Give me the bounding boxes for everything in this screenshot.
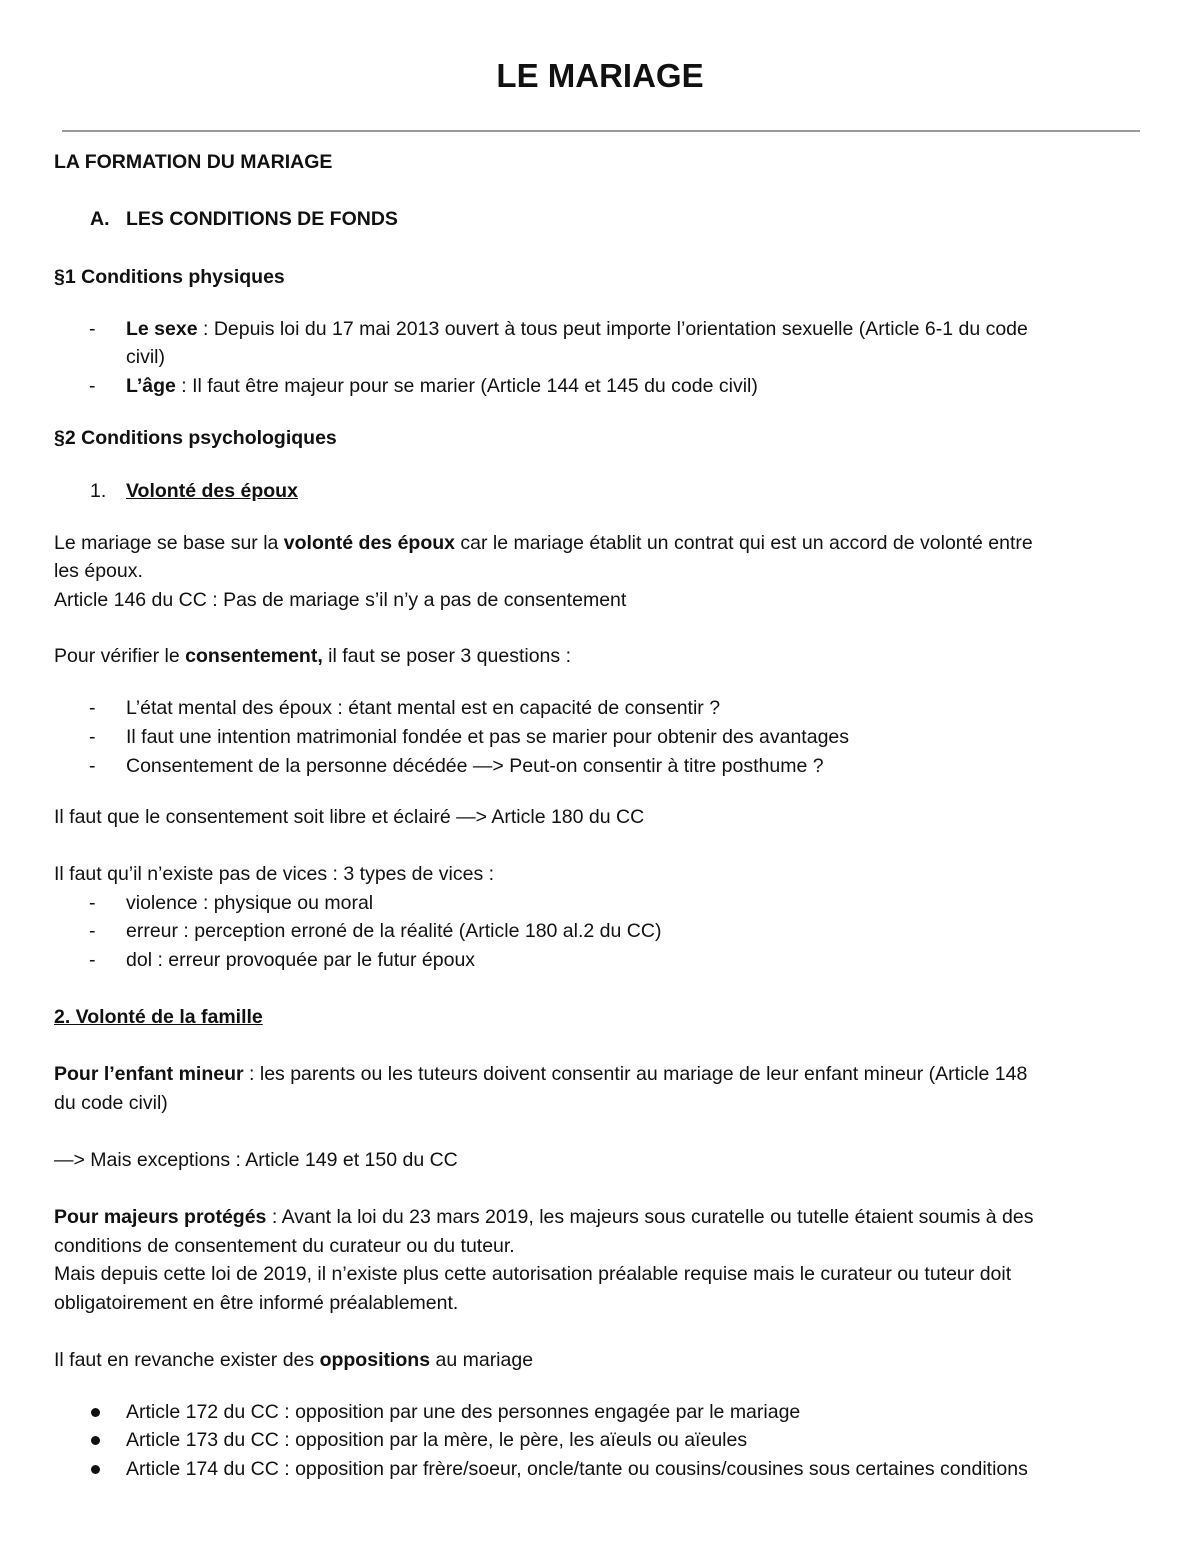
- bold-run: Pour majeurs protégés: [54, 1206, 267, 1228]
- list-item: Article 172 du CC : opposition par une des personnes engagée par le mariage: [126, 1401, 801, 1423]
- list-item: violence : physique ou moral: [126, 892, 374, 914]
- paragraph: Il faut qu’il n’existe pas de vices : 3 types de vices :: [54, 863, 495, 885]
- paragraph-line: Article 146 du CC : Pas de mariage s’il n’y a pas de consentement: [54, 589, 627, 611]
- bold-run: consentement,: [185, 645, 323, 667]
- list-item: [126, 372, 758, 400]
- list-item: [126, 315, 1028, 343]
- list-item: L’état mental des époux : étant mental est en capacité de consentir ?: [126, 697, 721, 719]
- list-marker: -: [89, 920, 96, 942]
- list-marker: -: [89, 697, 96, 719]
- bold-run: oppositions: [319, 1349, 431, 1371]
- paragraph: [54, 1203, 1033, 1231]
- paragraph: Il faut que le consentement soit libre et éclairé —> Article 180 du CC: [54, 806, 645, 828]
- list-marker: -: [89, 755, 96, 777]
- section-heading: LA FORMATION DU MARIAGE: [54, 151, 333, 173]
- text-run: car le mariage établit un contrat qui est un accord de volonté entre: [455, 532, 1033, 554]
- paragraph-line: Mais depuis cette loi de 2019, il n’existe plus cette autorisation préalable requise mais le curateur ou tuteur doit: [54, 1263, 1012, 1285]
- text-run: il faut se poser 3 questions :: [322, 645, 571, 667]
- list-marker: -: [89, 892, 96, 914]
- bold-run: Pour l’enfant mineur: [54, 1063, 244, 1085]
- list-item: Article 173 du CC : opposition par la mère, le père, les aïeuls ou aïeules: [126, 1429, 748, 1451]
- list-item: Article 174 du CC : opposition par frère/soeur, oncle/tante ou cousins/cousines sous certaines conditions: [126, 1458, 1028, 1480]
- item-text: : Depuis loi du 17 mai 2013 ouvert à tous peut importe l’orientation sexuelle (Article 6-1 du code: [197, 318, 1028, 340]
- list-item: Il faut une intention matrimonial fondée et pas se marier pour obtenir des avantages: [126, 726, 850, 748]
- paragraph: [54, 642, 571, 670]
- text-run: Il faut en revanche exister des: [54, 1349, 320, 1371]
- item-text-continued: civil): [126, 346, 165, 368]
- text-run: Le mariage se base sur la: [54, 532, 284, 554]
- text-run: au mariage: [430, 1349, 534, 1371]
- list-marker: -: [89, 375, 96, 397]
- text-run: : Avant la loi du 23 mars 2019, les majeurs sous curatelle ou tutelle étaient soumis à des: [266, 1206, 1034, 1228]
- paragraph-line: obligatoirement en être informé préalablement.: [54, 1292, 459, 1314]
- numbered-heading: 2. Volonté de la famille: [54, 1006, 263, 1028]
- list-marker: -: [89, 949, 96, 971]
- paragraph: —> Mais exceptions : Article 149 et 150 du CC: [54, 1149, 458, 1171]
- list-item: dol : erreur provoquée par le futur époux: [126, 949, 476, 971]
- list-item: erreur : perception erroné de la réalité (Article 180 al.2 du CC): [126, 920, 662, 942]
- bold-run: volonté des époux: [283, 532, 455, 554]
- page-title: LE MARIAGE: [496, 57, 704, 94]
- s2-heading: §2 Conditions psychologiques: [54, 427, 337, 449]
- subsection-marker: A.: [90, 208, 110, 230]
- bullet-icon: [91, 1436, 100, 1445]
- list-item: Consentement de la personne décédée —> Peut-on consentir à titre posthume ?: [126, 755, 824, 777]
- item-term: Le sexe: [126, 318, 198, 340]
- list-marker: -: [89, 726, 96, 748]
- item-text: : Il faut être majeur pour se marier (Article 144 et 145 du code civil): [175, 375, 758, 397]
- numbered-marker: 1.: [90, 480, 107, 502]
- bullet-icon: [91, 1408, 100, 1417]
- bullet-icon: [91, 1465, 100, 1474]
- list-marker: -: [89, 318, 96, 340]
- paragraph-line: du code civil): [54, 1092, 168, 1114]
- paragraph: [54, 1346, 533, 1374]
- text-run: Pour vérifier le: [54, 645, 186, 667]
- text-run: : les parents ou les tuteurs doivent consentir au mariage de leur enfant mineur (Article 148: [243, 1063, 1028, 1085]
- paragraph-line: conditions de consentement du curateur ou du tuteur.: [54, 1235, 515, 1257]
- paragraph: [54, 1060, 1027, 1088]
- subsection-heading: LES CONDITIONS DE FONDS: [126, 208, 398, 230]
- paragraph-line: les époux.: [54, 560, 143, 582]
- paragraph: [54, 529, 1033, 557]
- s1-heading: §1 Conditions physiques: [54, 266, 285, 288]
- numbered-heading: Volonté des époux: [126, 480, 298, 502]
- item-term: L’âge: [126, 375, 176, 397]
- title-divider: [62, 130, 1140, 132]
